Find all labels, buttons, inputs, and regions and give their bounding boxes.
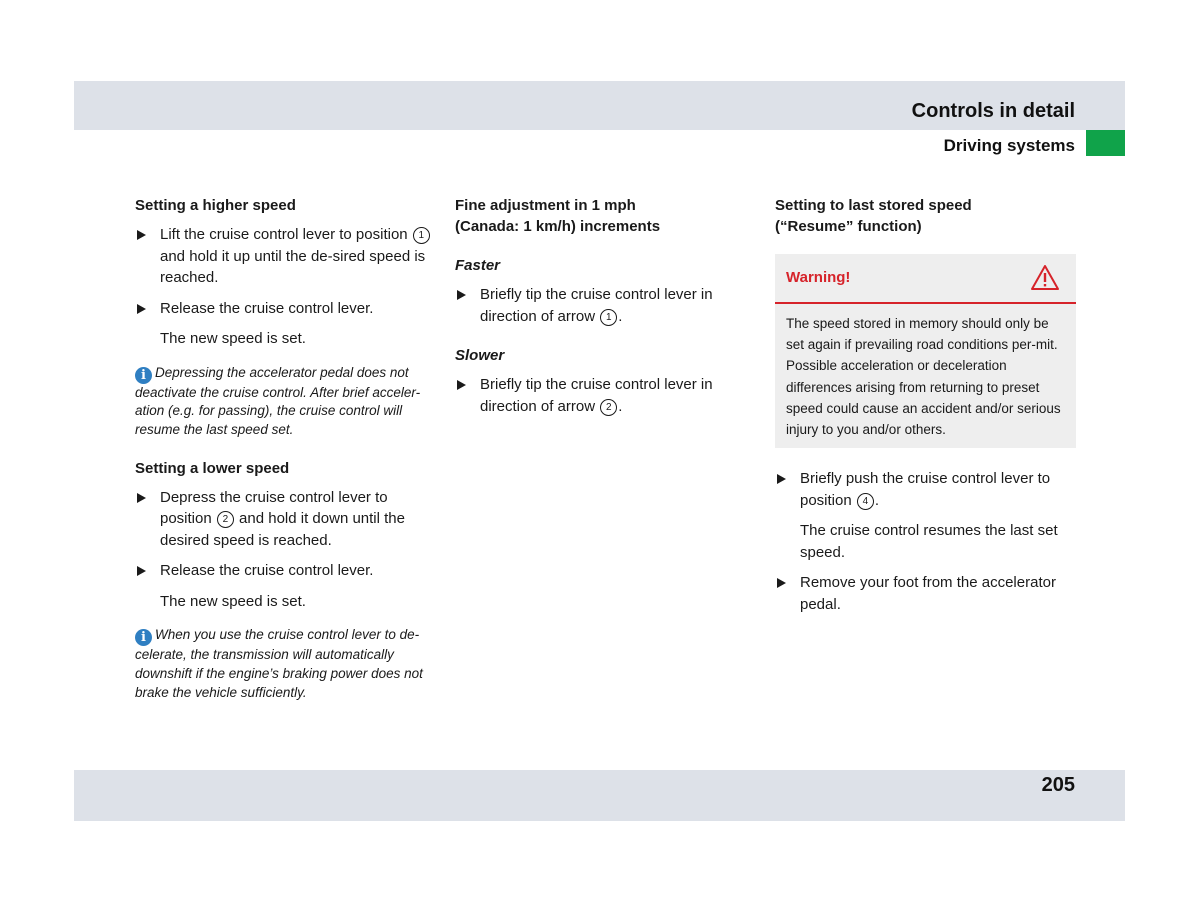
step-remove-foot: Remove your foot from the accelerator pedal. (775, 572, 1076, 615)
info-icon: i (135, 367, 152, 384)
result-text: The new speed is set. (160, 592, 306, 610)
info-icon: i (135, 629, 152, 646)
section-tab-marker (1086, 130, 1125, 156)
heading-resume-function: Setting to last stored speed (“Resume” function) (775, 197, 972, 235)
step-tip-lever-slower: Briefly tip the cruise control lever in direction of arrow 2 . (455, 374, 760, 417)
bullet-triangle-icon (137, 304, 146, 314)
position-4-icon: 4 (857, 493, 874, 510)
warning-box (775, 254, 1076, 448)
page-number: 205 (1041, 774, 1075, 796)
subheading-slower: Slower (455, 347, 505, 364)
step-tip-lever-faster: Briefly tip the cruise control lever in direction of arrow 1 . (455, 284, 760, 327)
heading-lower-speed: Setting a lower speed (135, 459, 290, 477)
info-note: i When you use the cruise control lever to de-celerate, the transmission will automatically downshift if the engine’s braking power does not brake the vehicle sufficiently. (135, 627, 423, 700)
subsection-title: Driving systems (943, 136, 1075, 155)
footer-band (74, 770, 1125, 821)
heading-higher-speed: Setting a higher speed (135, 197, 296, 214)
subheading-faster: Faster (455, 257, 501, 274)
arrow-2-icon: 2 (600, 399, 617, 416)
warning-text: The speed stored in memory should only be set again if prevailing road conditions per-mit. Possible acceleration or deceleration differences arising from returning to preset speed could cause an accident and/or serious injury to you and/or others. (786, 316, 1061, 438)
bullet-triangle-icon (137, 230, 146, 240)
step-depress-lever: Depress the cruise control lever to position 2 and hold it down until the desired speed is reached. (135, 487, 440, 552)
bullet-triangle-icon (137, 493, 146, 503)
step-release-lever: Release the cruise control lever. (135, 560, 440, 582)
step-lift-lever: Lift the cruise control lever to position 1 and hold it up until the de-sired speed is reached. (135, 224, 440, 289)
bullet-triangle-icon (137, 566, 146, 576)
column-2 (455, 195, 760, 426)
column-3 (775, 195, 1076, 624)
info-note: i Depressing the accelerator pedal does not deactivate the cruise control. After brief acceler-ation (e.g. for passing), the cruise control will resume the last speed set. (135, 364, 421, 438)
bullet-triangle-icon (457, 290, 466, 300)
step-release-lever: Release the cruise control lever. (135, 298, 440, 320)
heading-fine-adjustment: Fine adjustment in 1 mph (Canada: 1 km/h) increments (455, 197, 661, 235)
bullet-triangle-icon (457, 380, 466, 390)
position-1-icon: 1 (413, 227, 430, 244)
warning-title: Warning! (786, 269, 851, 286)
position-2-icon: 2 (217, 511, 234, 528)
result-text: The cruise control resumes the last set speed. (800, 522, 1058, 561)
bullet-triangle-icon (777, 474, 786, 484)
step-push-lever: Briefly push the cruise control lever to position 4 . (775, 468, 1076, 511)
section-title: Controls in detail (911, 100, 1075, 122)
column-1 (135, 195, 440, 721)
warning-triangle-icon (1030, 264, 1060, 291)
warning-header (775, 254, 1076, 304)
arrow-1-icon: 1 (600, 309, 617, 326)
bullet-triangle-icon (777, 578, 786, 588)
result-text: The new speed is set. (160, 330, 306, 347)
